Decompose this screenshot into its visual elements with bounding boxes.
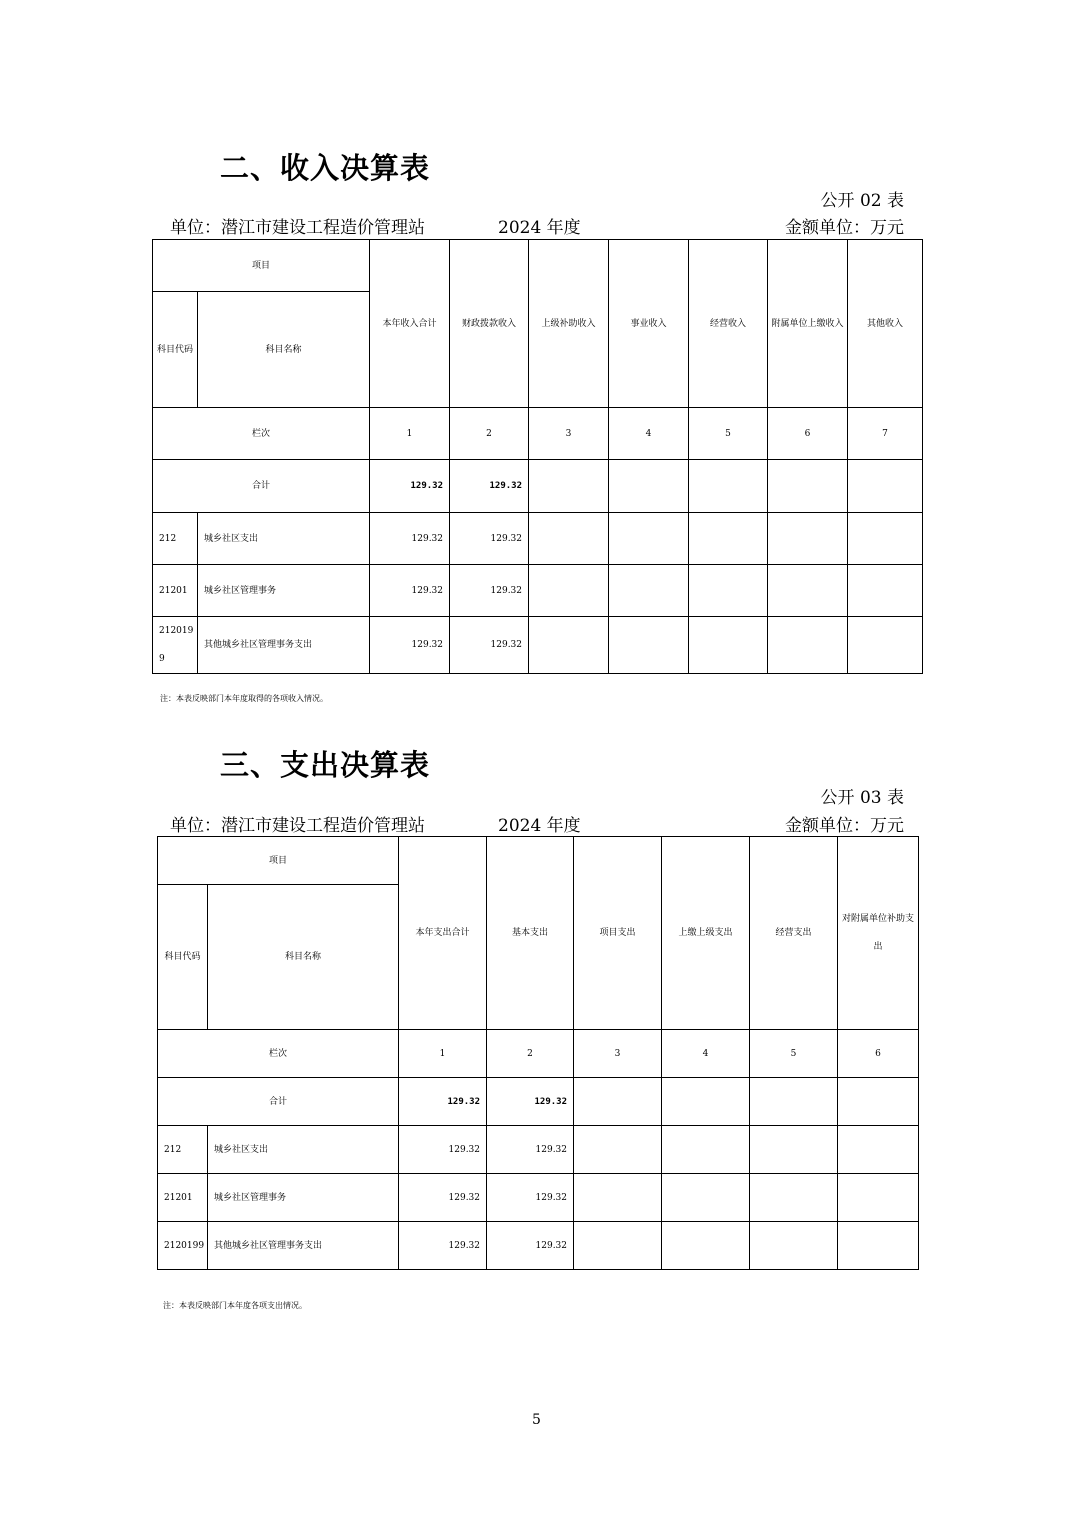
income-seq-cell: 5 <box>689 408 768 460</box>
income-seq-cell: 4 <box>609 408 689 460</box>
expense-row-name: 城乡社区管理事务 <box>208 1174 399 1222</box>
expense-row-value <box>750 1222 838 1270</box>
expense-row-code: 2120199 <box>158 1222 208 1270</box>
expense-row-value: 129.32 <box>487 1126 574 1174</box>
income-row-code: 212 <box>153 513 198 565</box>
expense-row-value: 129.32 <box>487 1222 574 1270</box>
income-amount-unit: 金额单位：万元 <box>785 218 904 238</box>
income-row-value <box>529 617 609 674</box>
expense-note: 注：本表反映部门本年度各项支出情况。 <box>163 1301 307 1310</box>
income-row-name: 其他城乡社区管理事务支出 <box>198 617 370 674</box>
page-number: 5 <box>532 1412 541 1428</box>
expense-total-label: 合计 <box>158 1078 399 1126</box>
expense-header-code: 科目代码 <box>158 885 208 1030</box>
expense-row-value <box>574 1222 662 1270</box>
income-table <box>152 239 923 674</box>
income-row-value <box>689 617 768 674</box>
table-row <box>153 617 923 674</box>
expense-row-value: 129.32 <box>399 1222 487 1270</box>
income-seq-cell: 7 <box>848 408 923 460</box>
income-row-name: 城乡社区支出 <box>198 513 370 565</box>
expense-seq-label: 栏次 <box>158 1030 399 1078</box>
income-seq-label: 栏次 <box>153 408 370 460</box>
expense-table-no: 公开 03 表 <box>820 788 904 808</box>
expense-row-value <box>574 1126 662 1174</box>
income-row-value: 129.32 <box>370 565 450 617</box>
table-row <box>153 513 923 565</box>
income-row-value <box>848 513 923 565</box>
expense-seq-cell: 5 <box>750 1030 838 1078</box>
income-seq-cell: 2 <box>450 408 529 460</box>
income-header-name: 科目名称 <box>198 292 370 408</box>
expense-seq-cell: 1 <box>399 1030 487 1078</box>
expense-row-value: 129.32 <box>399 1126 487 1174</box>
income-total-cell <box>848 460 923 513</box>
income-col-4: 事业收入 <box>609 240 689 408</box>
income-row-value <box>529 513 609 565</box>
expense-total-cell <box>662 1078 750 1126</box>
expense-unit: 单位：潜江市建设工程造价管理站 <box>170 816 425 836</box>
expense-row-name: 其他城乡社区管理事务支出 <box>208 1222 399 1270</box>
income-total-cell <box>768 460 848 513</box>
expense-row-value <box>750 1174 838 1222</box>
expense-header-project: 项目 <box>158 837 399 885</box>
income-col-2: 财政拨款收入 <box>450 240 529 408</box>
income-header-project: 项目 <box>153 240 370 292</box>
expense-total-cell: 129.32 <box>487 1078 574 1126</box>
income-total-cell: 129.32 <box>450 460 529 513</box>
expense-total-cell: 129.32 <box>399 1078 487 1126</box>
expense-row-value <box>750 1126 838 1174</box>
expense-row-code: 212 <box>158 1126 208 1174</box>
income-col-7: 其他收入 <box>848 240 923 408</box>
income-total-cell <box>609 460 689 513</box>
income-row-value: 129.32 <box>370 513 450 565</box>
expense-title: 三、支出决算表 <box>220 748 431 782</box>
income-row-value <box>609 565 689 617</box>
income-row-value: 129.32 <box>450 513 529 565</box>
income-row-value <box>848 617 923 674</box>
income-row-name: 城乡社区管理事务 <box>198 565 370 617</box>
table-row <box>153 565 923 617</box>
income-seq-cell: 3 <box>529 408 609 460</box>
expense-total-cell <box>750 1078 838 1126</box>
income-row-value <box>609 617 689 674</box>
table-row <box>158 1126 919 1174</box>
income-row-value: 129.32 <box>450 617 529 674</box>
expense-total-cell <box>574 1078 662 1126</box>
income-col-5: 经营收入 <box>689 240 768 408</box>
expense-row-value <box>662 1126 750 1174</box>
income-seq-cell: 6 <box>768 408 848 460</box>
expense-year: 2024 年度 <box>498 816 581 836</box>
expense-row-code: 21201 <box>158 1174 208 1222</box>
income-title: 二、收入决算表 <box>220 151 431 185</box>
expense-amount-unit: 金额单位：万元 <box>785 816 904 836</box>
income-total-label: 合计 <box>153 460 370 513</box>
expense-row-name: 城乡社区支出 <box>208 1126 399 1174</box>
income-row-code: 21201 <box>153 565 198 617</box>
expense-col-4: 上缴上级支出 <box>662 837 750 1030</box>
expense-seq-cell: 6 <box>838 1030 919 1078</box>
expense-total-cell <box>838 1078 919 1126</box>
income-col-1: 本年收入合计 <box>370 240 450 408</box>
income-row-value <box>768 617 848 674</box>
expense-row-value <box>574 1174 662 1222</box>
expense-row-value: 129.32 <box>399 1174 487 1222</box>
expense-col-2: 基本支出 <box>487 837 574 1030</box>
expense-row-value <box>662 1222 750 1270</box>
income-total-cell: 129.32 <box>370 460 450 513</box>
table-row <box>158 1222 919 1270</box>
income-year: 2024 年度 <box>498 218 581 238</box>
income-row-value: 129.32 <box>370 617 450 674</box>
expense-row-value <box>838 1174 919 1222</box>
income-seq-cell: 1 <box>370 408 450 460</box>
expense-row-value <box>838 1222 919 1270</box>
income-row-value <box>609 513 689 565</box>
income-row-value: 129.32 <box>450 565 529 617</box>
expense-row-value: 129.32 <box>487 1174 574 1222</box>
expense-row-value <box>662 1174 750 1222</box>
income-row-value <box>689 513 768 565</box>
income-header-code: 科目代码 <box>153 292 198 408</box>
income-col-3: 上级补助收入 <box>529 240 609 408</box>
income-note: 注：本表反映部门本年度取得的各项收入情况。 <box>160 694 328 703</box>
income-total-cell <box>689 460 768 513</box>
income-unit: 单位：潜江市建设工程造价管理站 <box>170 218 425 238</box>
table-row <box>158 1174 919 1222</box>
expense-col-1: 本年支出合计 <box>399 837 487 1030</box>
income-row-code: 2120199 <box>153 617 198 674</box>
expense-col-5: 经营支出 <box>750 837 838 1030</box>
income-row-value <box>689 565 768 617</box>
expense-header-name: 科目名称 <box>208 885 399 1030</box>
expense-table <box>157 836 919 1270</box>
income-total-cell <box>529 460 609 513</box>
expense-col-3: 项目支出 <box>574 837 662 1030</box>
income-row-value <box>848 565 923 617</box>
income-row-value <box>768 513 848 565</box>
expense-seq-cell: 3 <box>574 1030 662 1078</box>
income-col-6: 附属单位上缴收入 <box>768 240 848 408</box>
expense-seq-cell: 2 <box>487 1030 574 1078</box>
expense-row-value <box>838 1126 919 1174</box>
expense-col-6: 对附属单位补助支出 <box>838 837 919 1030</box>
income-row-value <box>768 565 848 617</box>
income-row-value <box>529 565 609 617</box>
income-table-no: 公开 02 表 <box>820 191 904 211</box>
expense-seq-cell: 4 <box>662 1030 750 1078</box>
